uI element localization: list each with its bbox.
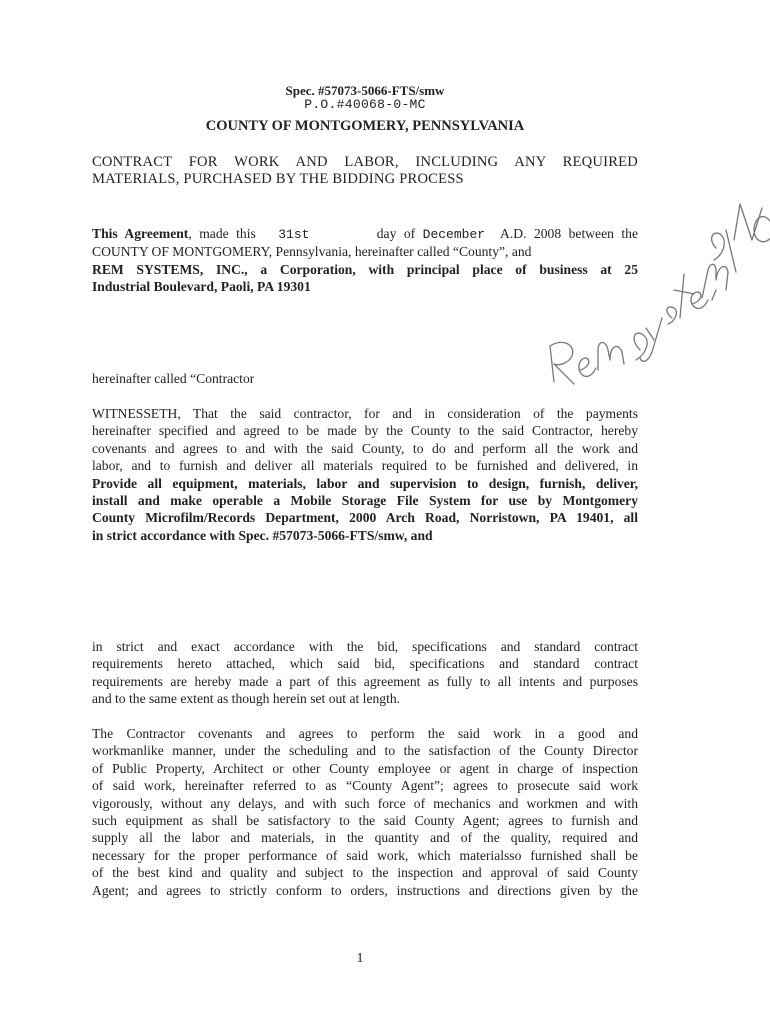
agreement-day-of: day of	[376, 226, 416, 241]
scope-line: install and make operable a Mobile Storage File System for use by Montgomery	[92, 493, 638, 509]
agreement-lead: This Agreement	[92, 226, 189, 241]
witnesseth-line: covenants and agrees to and with the said County, to do and perform all the work and	[92, 440, 638, 456]
covenants-line: The Contractor covenants and agrees to perform the said work in a good and	[92, 726, 638, 741]
strict-line: requirements hereto attached, which said bid, specifications and standard contract	[92, 656, 638, 672]
strict-line: requirements are hereby made a part of this agreement as fully to all intents and purposes	[92, 673, 638, 689]
handwritten-signature	[540, 200, 770, 400]
witnesseth-paragraph	[92, 405, 638, 544]
agreement-month: December	[422, 227, 486, 242]
scope-line: in strict accordance with Spec. #57073-5066-FTS/smw, and	[92, 527, 433, 543]
covenants-line: vigorously, without any delays, and with such force of mechanics and workmen and with	[92, 795, 638, 811]
covenants-line: such equipment as shall be satisfactory to the said County Agent; agrees to furnish and	[92, 813, 638, 829]
covenants-line: workmanlike manner, under the scheduling and to the satisfaction of the County Director	[92, 743, 638, 759]
contract-title-line: CONTRACT FOR WORK AND LABOR, INCLUDING ANY REQUIRED	[92, 154, 638, 170]
witnesseth-line: hereinafter specified and agreed to be made by the County to the said Contractor, hereby	[92, 423, 638, 439]
agreement-year: A.D. 2008 between the	[500, 226, 638, 241]
covenants-line: Agent; and agrees to strictly conform to orders, instructions and directions given by the	[92, 882, 638, 898]
covenants-paragraph	[92, 725, 638, 899]
page-number: 1	[356, 951, 364, 966]
covenants-line: supply all the labor and materials, in the quantity and of the quality, required and	[92, 830, 638, 846]
contractor-address-line: Industrial Boulevard, Paoli, PA 19301	[92, 279, 311, 295]
purchase-order-number: P.O.#40068-0-MC	[304, 97, 426, 112]
contractor-name-line: REM SYSTEMS, INC., a Corporation, with principal place of business at 25	[92, 261, 638, 277]
scope-line: County Microfilm/Records Department, 2000 Arch Road, Norristown, PA 19401, all	[92, 510, 638, 526]
county-heading: COUNTY OF MONTGOMERY, PENNSYLVANIA	[205, 118, 525, 134]
called-contractor-line: hereinafter called “Contractor	[92, 371, 255, 386]
covenants-line: of the best kind and quality and subject to the inspection and approval of said County	[92, 865, 638, 881]
covenants-line: of Public Property, Architect or other County employee or agent in charge of inspection	[92, 760, 638, 776]
covenants-line: of said work, hereinafter referred to as “County Agent”; agrees to prosecute said work	[92, 778, 638, 794]
spec-number: Spec. #57073-5066-FTS/smw	[285, 83, 445, 98]
covenants-line: necessary for the proper performance of said work, which materialsso furnished shall be	[92, 847, 638, 863]
strict-line: and to the same extent as though herein set out at length.	[92, 691, 401, 707]
strict-accordance-paragraph	[92, 638, 638, 708]
agreement-lead-rest: , made this	[188, 226, 256, 241]
contract-title-line: MATERIALS, PURCHASED BY THE BIDDING PROCESS	[92, 171, 464, 187]
contract-title	[92, 154, 638, 188]
strict-line: in strict and exact accordance with the bid, specifications and standard contract	[92, 639, 638, 654]
scope-line: Provide all equipment, materials, labor and supervision to design, furnish, deliver,	[92, 475, 638, 491]
witnesseth-line: WITNESSETH, That the said contractor, for and in consideration of the payments	[92, 406, 638, 421]
agreement-line: COUNTY OF MONTGOMERY, Pennsylvania, hereinafter called “County”, and	[92, 244, 532, 260]
witnesseth-line: labor, and to furnish and deliver all materials required to be furnished and delivered, in	[92, 458, 638, 474]
agreement-day: 31st	[278, 227, 310, 242]
